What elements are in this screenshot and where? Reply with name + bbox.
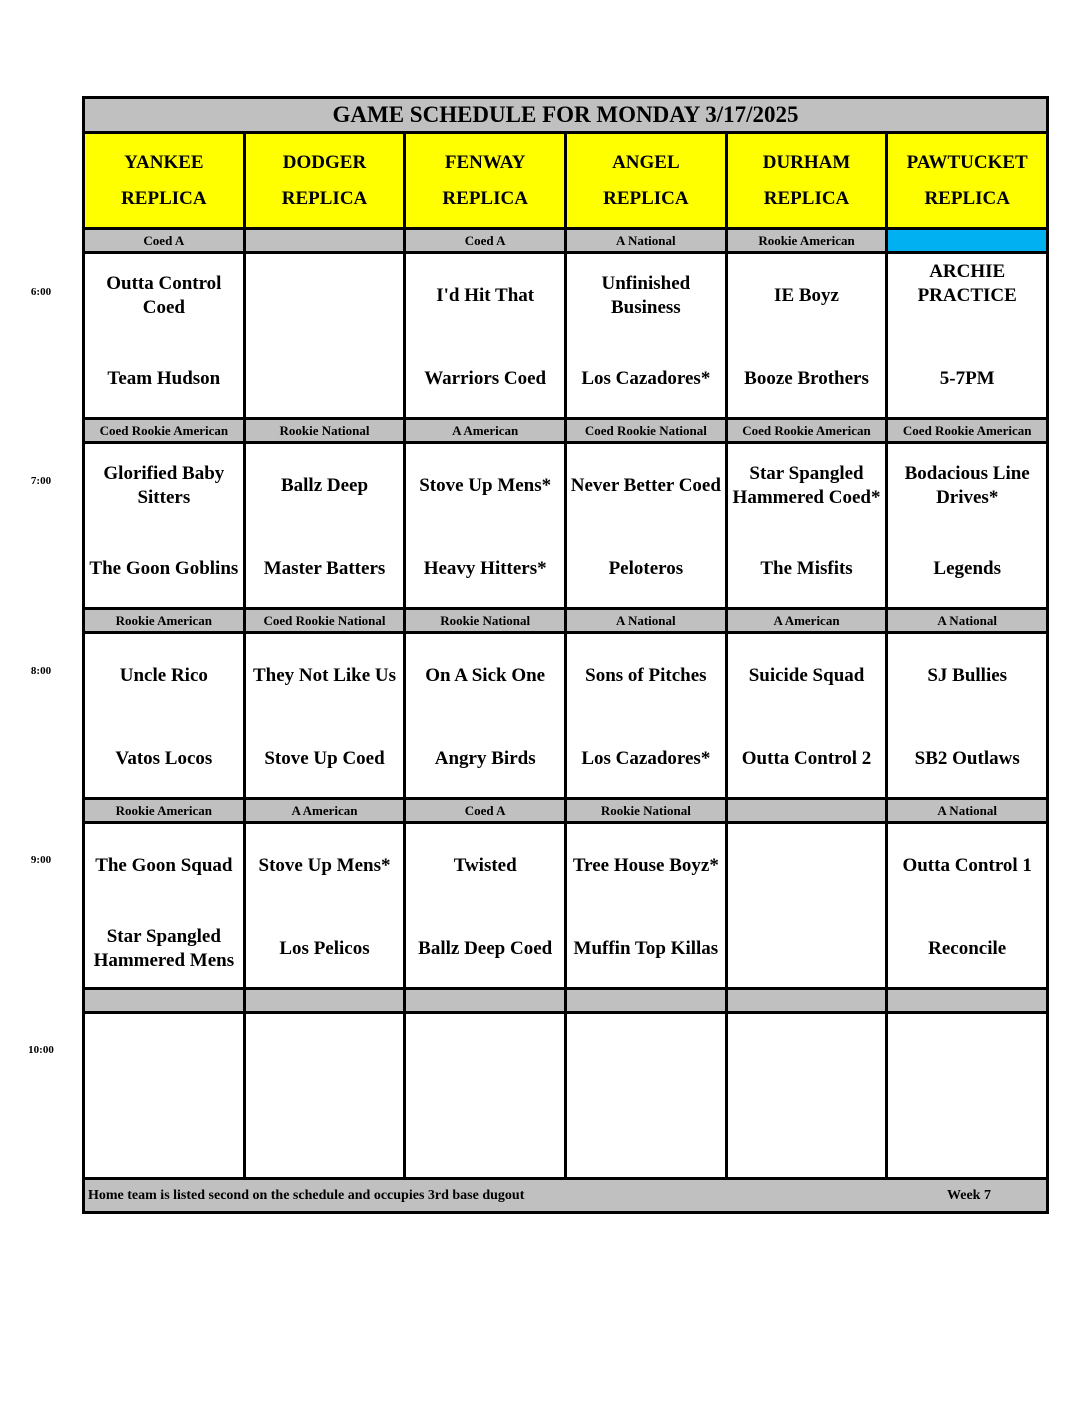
division-label: Coed Rookie American: [888, 420, 1046, 441]
game-cell: [85, 824, 246, 987]
division-label: A National: [888, 610, 1046, 631]
game-cell: [246, 824, 407, 987]
home-team: [246, 1109, 404, 1169]
visiting-team: Tree House Boyz*: [572, 855, 719, 876]
division-label: Coed Rookie American: [85, 420, 246, 441]
field-name: FENWAY: [444, 151, 526, 173]
time-label: 9:00: [30, 854, 52, 866]
field-header: [406, 134, 567, 227]
division-row: [85, 990, 1046, 1014]
game-cell: [406, 824, 567, 987]
home-team: Ballz Deep Coed: [418, 938, 553, 959]
field-name: YANKEE: [124, 151, 204, 173]
game-cell: [406, 1014, 567, 1177]
field-header: [246, 134, 407, 227]
division-label: [728, 990, 889, 1011]
game-row: [85, 634, 1046, 800]
home-team: Warriors Coed: [424, 368, 547, 389]
game-cell: [246, 444, 407, 607]
game-cell: [728, 1014, 889, 1177]
home-team: Los Cazadores*: [581, 368, 711, 389]
footer-note: Home team is listed second on the schedule and occupies 3rd base dugout: [88, 1188, 525, 1203]
game-cell: [728, 824, 889, 987]
field-header: [85, 134, 246, 227]
division-row: [85, 800, 1046, 824]
visiting-team: They Not Like Us: [252, 665, 397, 686]
home-team: SB2 Outlaws: [914, 748, 1020, 769]
time-label: 8:00: [30, 665, 52, 677]
home-team: Peloteros: [608, 558, 684, 579]
home-team: Vatos Locos: [115, 748, 213, 769]
game-cell: [728, 634, 889, 797]
footer-bar: [85, 1180, 1046, 1211]
game-cell: [246, 254, 407, 417]
visiting-team: IE Boyz: [774, 285, 839, 306]
time-label: 6:00: [30, 286, 52, 298]
visiting-team: Never Better Coed: [570, 475, 721, 496]
home-team: Los Pelicos: [279, 938, 370, 959]
division-label: Coed Rookie National: [567, 420, 728, 441]
visiting-team: I'd Hit That: [436, 285, 535, 306]
game-cell: [728, 444, 889, 607]
home-team: Outta Control 2: [741, 748, 872, 769]
division-label: A American: [406, 420, 567, 441]
division-row: [85, 230, 1046, 254]
field-subtitle: REPLICA: [281, 187, 368, 209]
game-cell: [246, 634, 407, 797]
division-label: Coed A: [406, 800, 567, 821]
game-row: [85, 254, 1046, 420]
practice-time: 5-7PM: [939, 368, 995, 389]
visiting-team: Uncle Rico: [119, 665, 208, 686]
home-team: Muffin Top Killas: [573, 938, 719, 959]
division-label: Rookie American: [85, 610, 246, 631]
game-cell: [888, 254, 1046, 417]
division-label: Coed Rookie American: [728, 420, 889, 441]
division-label: A National: [888, 800, 1046, 821]
visiting-team: [567, 1026, 725, 1086]
visiting-team: [246, 1026, 404, 1086]
game-cell: [728, 254, 889, 417]
home-team: [728, 919, 886, 979]
division-label: Coed A: [406, 230, 567, 251]
visiting-team: Glorified Baby Sitters: [103, 463, 225, 508]
game-cell: [567, 824, 728, 987]
division-label: Coed A: [85, 230, 246, 251]
schedule-table: [82, 96, 1049, 1214]
field-name: ANGEL: [612, 151, 680, 173]
game-cell: [406, 634, 567, 797]
game-cell: [85, 1014, 246, 1177]
game-cell: [567, 634, 728, 797]
division-label: [406, 990, 567, 1011]
time-label: 7:00: [30, 475, 52, 487]
field-subtitle: REPLICA: [442, 187, 528, 209]
game-row: [85, 824, 1046, 990]
field-header-row: [85, 134, 1046, 230]
practice-marker: [888, 230, 1046, 251]
game-cell: [567, 444, 728, 607]
division-label: Rookie National: [246, 420, 407, 441]
visiting-team: Suicide Squad: [748, 665, 865, 686]
home-team: [567, 1109, 725, 1169]
time-column: [0, 0, 82, 1408]
division-label: A National: [567, 230, 728, 251]
visiting-team: Unfinished Business: [601, 273, 691, 318]
visiting-team: Outta Control Coed: [106, 273, 222, 318]
game-cell: [567, 1014, 728, 1177]
visiting-team: The Goon Squad: [95, 855, 233, 876]
game-row: [85, 444, 1046, 610]
game-cell: [85, 634, 246, 797]
division-label: [888, 990, 1046, 1011]
visiting-team: [85, 1026, 243, 1086]
game-cell: [406, 444, 567, 607]
visiting-team: [728, 836, 886, 896]
time-label: 10:00: [28, 1044, 54, 1056]
home-team: The Misfits: [760, 558, 853, 579]
visiting-team: SJ Bullies: [927, 665, 1008, 686]
home-team: [728, 1109, 886, 1169]
division-label: A American: [246, 800, 407, 821]
week-label: Week 7: [947, 1188, 991, 1203]
field-subtitle: REPLICA: [603, 187, 689, 209]
field-header: [728, 134, 889, 227]
division-label: Rookie American: [85, 800, 246, 821]
game-row: [85, 1014, 1046, 1180]
home-team: Master Batters: [263, 558, 386, 579]
visiting-team: Stove Up Mens*: [419, 475, 552, 496]
visiting-team: Stove Up Mens*: [258, 855, 391, 876]
division-row: [85, 420, 1046, 444]
field-name: PAWTUCKET: [906, 151, 1028, 173]
visiting-team: [728, 1026, 886, 1086]
game-cell: [888, 1014, 1046, 1177]
home-team: Team Hudson: [107, 368, 221, 389]
home-team: The Goon Goblins: [89, 558, 239, 579]
game-cell: [246, 1014, 407, 1177]
field-subtitle: REPLICA: [763, 187, 850, 209]
home-team: [406, 1109, 564, 1169]
home-team: Angry Birds: [434, 748, 536, 769]
division-row: [85, 610, 1046, 634]
visiting-team: On A Sick One: [425, 665, 546, 686]
home-team: [85, 1109, 243, 1169]
game-cell: [406, 254, 567, 417]
field-name: DURHAM: [762, 151, 851, 173]
game-cell: [888, 634, 1046, 797]
practice-label: ARCHIE PRACTICE: [917, 261, 1017, 306]
game-cell: [85, 444, 246, 607]
visiting-team: Ballz Deep: [280, 475, 369, 496]
home-team: Los Cazadores*: [581, 748, 711, 769]
visiting-team: Twisted: [453, 855, 517, 876]
home-team: [888, 1109, 1046, 1169]
division-label: [728, 800, 889, 821]
home-team: Legends: [933, 558, 1001, 579]
visiting-team: [406, 1026, 564, 1086]
visiting-team: [246, 266, 404, 326]
division-label: [567, 990, 728, 1011]
division-label: Coed Rookie National: [246, 610, 407, 631]
visiting-team: Bodacious Line Drives*: [904, 463, 1030, 508]
game-cell: [85, 254, 246, 417]
home-team: [246, 349, 404, 409]
field-name: DODGER: [282, 151, 367, 173]
division-label: Rookie American: [728, 230, 889, 251]
page-title: GAME SCHEDULE FOR MONDAY 3/17/2025: [85, 99, 1046, 134]
visiting-team: Outta Control 1: [902, 855, 1032, 876]
home-team: Star Spangled Hammered Mens: [93, 926, 235, 971]
home-team: Heavy Hitters*: [423, 558, 547, 579]
division-label: [246, 230, 407, 251]
home-team: Reconcile: [928, 938, 1007, 959]
division-label: A National: [567, 610, 728, 631]
visiting-team: Star Spangled Hammered Coed*: [732, 463, 881, 508]
division-label: [246, 990, 407, 1011]
home-team: Stove Up Coed: [264, 748, 385, 769]
game-cell: [888, 444, 1046, 607]
division-label: [85, 990, 246, 1011]
visiting-team: Sons of Pitches: [585, 665, 707, 686]
division-label: Rookie National: [567, 800, 728, 821]
home-team: Booze Brothers: [744, 368, 869, 389]
field-subtitle: REPLICA: [121, 187, 207, 209]
game-cell: [567, 254, 728, 417]
field-header: [888, 134, 1046, 227]
division-label: Rookie National: [406, 610, 567, 631]
game-cell: [888, 824, 1046, 987]
division-label: A American: [728, 610, 889, 631]
field-header: [567, 134, 728, 227]
field-subtitle: REPLICA: [924, 187, 1010, 209]
visiting-team: [888, 1026, 1046, 1086]
